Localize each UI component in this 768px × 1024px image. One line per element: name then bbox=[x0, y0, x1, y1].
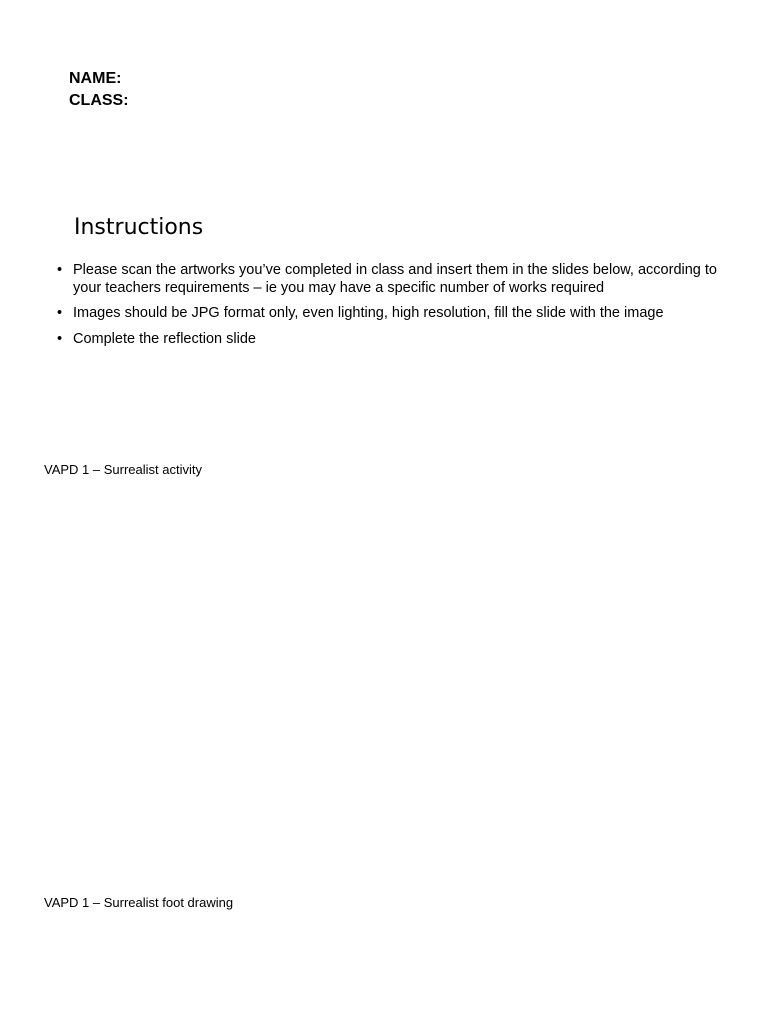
instruction-text: Images should be JPG format only, even lighting, high resolution, fill the slide with the image bbox=[73, 305, 664, 321]
instruction-text: Complete the reflection slide bbox=[73, 330, 256, 347]
list-item bbox=[57, 305, 722, 323]
student-details bbox=[69, 68, 129, 112]
bullet-icon: • bbox=[57, 305, 63, 321]
class-label: CLASS: bbox=[69, 92, 129, 109]
bullet-icon: • bbox=[57, 330, 63, 347]
instruction-text: Please scan the artworks you’ve completed in class and insert them in the slides below, according to your teachers requirements – ie you may have a specific number of works required bbox=[73, 262, 717, 296]
list-item bbox=[57, 331, 722, 349]
list-item bbox=[57, 262, 722, 297]
slide-label-surrealist-foot-drawing: VAPD 1 – Surrealist foot drawing bbox=[44, 895, 234, 910]
slide-label-surrealist-activity: VAPD 1 – Surrealist activity bbox=[44, 462, 202, 477]
instructions-heading: Instructions bbox=[74, 215, 204, 240]
bullet-icon: • bbox=[57, 262, 63, 278]
instructions-list bbox=[57, 262, 722, 356]
name-label: NAME: bbox=[69, 70, 122, 87]
